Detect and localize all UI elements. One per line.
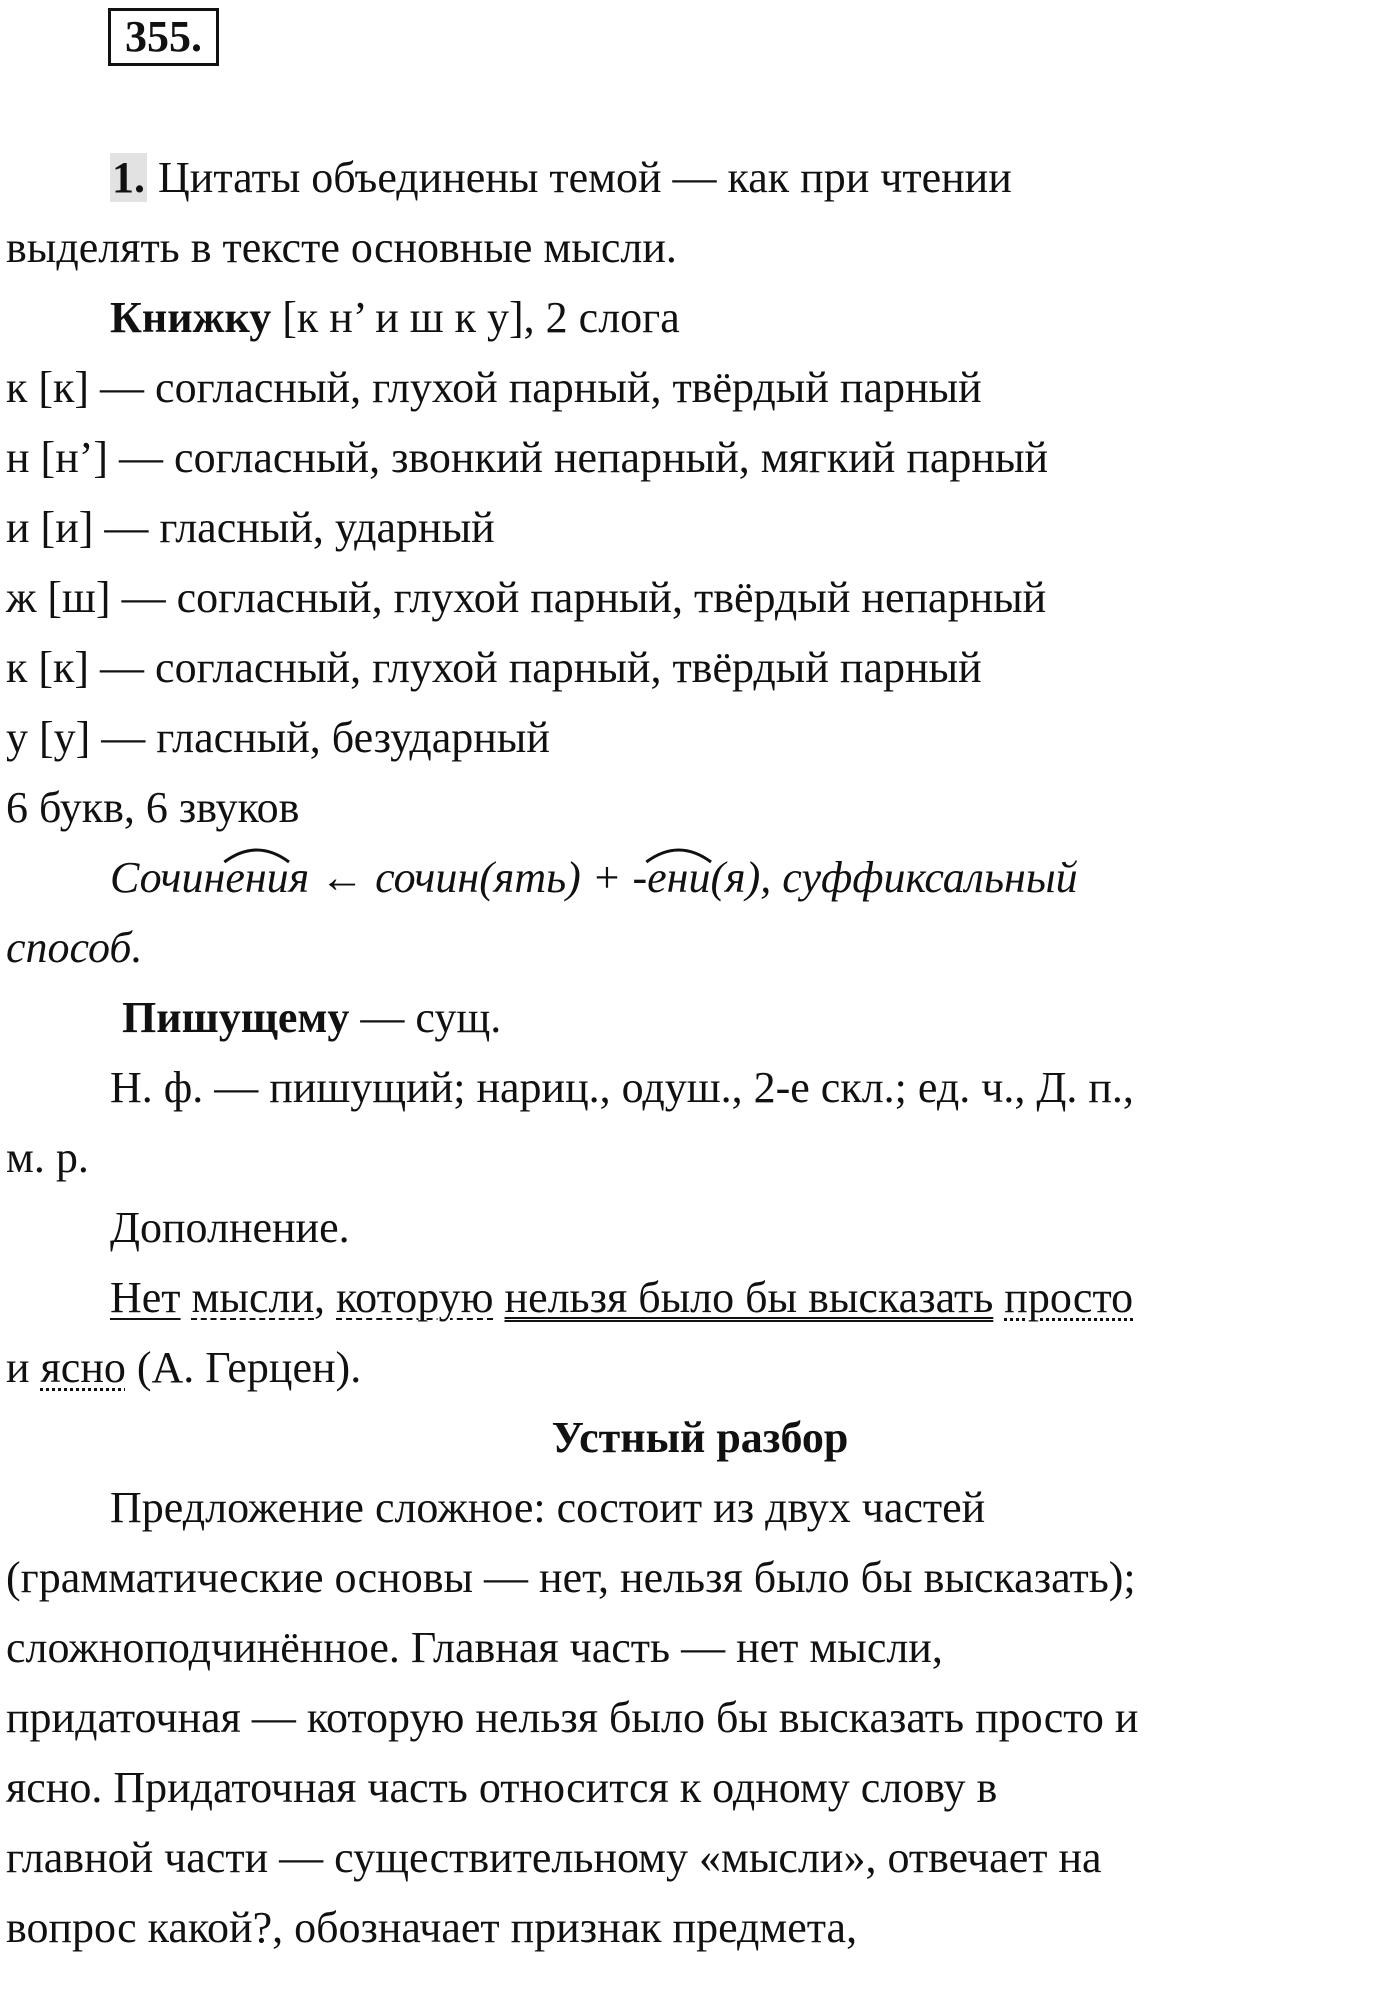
predicate-words: нельзя было бы высказать — [504, 1273, 994, 1322]
phonetic-row: у [у] — гласный, безударный — [6, 713, 550, 762]
sentence-line2: и ясно (А. Герцен). — [6, 1343, 362, 1392]
morph-pos: — сущ. — [349, 993, 502, 1042]
phonetic-row: н [н’] — согласный, звонкий непарный, мягкий парный — [6, 433, 1049, 482]
phonetic-row: к [к] — согласный, глухой парный, твёрдый парный — [6, 363, 982, 412]
oral-line: сложноподчинённое. Главная часть — нет мысли, — [6, 1623, 943, 1672]
morph-word: Пишущему — [122, 993, 350, 1042]
phonetic-summary: 6 букв, 6 звуков — [6, 783, 300, 832]
exercise-number: 355. — [108, 8, 219, 66]
oral-line: вопрос какой?, обозначает признак предмета, — [6, 1903, 858, 1952]
point1-line1 — [110, 148, 1012, 208]
adverbial-word: ясно — [40, 1343, 126, 1392]
sentence-author: (А. Герцен). — [136, 1343, 362, 1392]
point1-line2: выделять в тексте основные мысли. — [6, 223, 677, 272]
oral-line: придаточная — которую нельзя было бы высказать просто и — [6, 1693, 1139, 1742]
object-word: мысли — [191, 1273, 314, 1322]
morph-header — [122, 988, 501, 1048]
phonetic-word: Книжку — [110, 293, 272, 342]
morphemic-line2: способ. — [6, 923, 143, 972]
point1-text: Цитаты объединены темой — как при чтении — [158, 153, 1012, 202]
phonetic-transcription: [к н’ и ш к у], 2 слога — [282, 293, 680, 342]
phonetic-row: ж [ш] — согласный, глухой парный, твёрдый непарный — [6, 573, 1047, 622]
morphemic-formula-end: (я), суффиксальный — [710, 853, 1078, 902]
morphemic-line1 — [110, 848, 1078, 908]
suffix-arc-icon — [223, 842, 290, 864]
oral-line: главной части — существительному «мысли», отвечает на — [6, 1833, 1102, 1882]
morph-line2: м. р. — [6, 1133, 89, 1182]
oral-line: ясно. Придаточная часть относится к одному слову в — [6, 1763, 998, 1812]
oral-line: Предложение сложное: состоит из двух частей — [110, 1483, 986, 1532]
morph-line1: Н. ф. — пишущий; нариц., одуш., 2-е скл.; ед. ч., Д. п., — [110, 1063, 1134, 1112]
morphemic-formula: ← сочин(ять) + - — [309, 853, 648, 902]
subject-word: Нет — [110, 1273, 181, 1322]
oral-heading: Устный разбор — [551, 1413, 849, 1462]
suffix-mark: ени — [225, 848, 288, 908]
suffix-mark: ени — [647, 848, 710, 908]
phonetic-row: и [и] — гласный, ударный — [6, 503, 495, 552]
morphemic-ending: я — [288, 853, 310, 902]
point-number: 1. — [112, 153, 145, 202]
oral-line: (грамматические основы — нет, нельзя было бы высказать); — [6, 1553, 1136, 1602]
phonetic-header — [110, 288, 680, 348]
morphemic-root: Сочин — [110, 853, 226, 902]
morph-role: Дополнение. — [110, 1203, 350, 1252]
suffix-arc-icon — [645, 842, 712, 864]
phonetic-row: к [к] — согласный, глухой парный, твёрдый парный — [6, 643, 982, 692]
adverbial-word: просто — [1004, 1273, 1134, 1322]
object-word: которую — [336, 1273, 494, 1322]
sentence-line1: Нет мысли, которую нельзя было бы высказать просто — [110, 1273, 1134, 1322]
